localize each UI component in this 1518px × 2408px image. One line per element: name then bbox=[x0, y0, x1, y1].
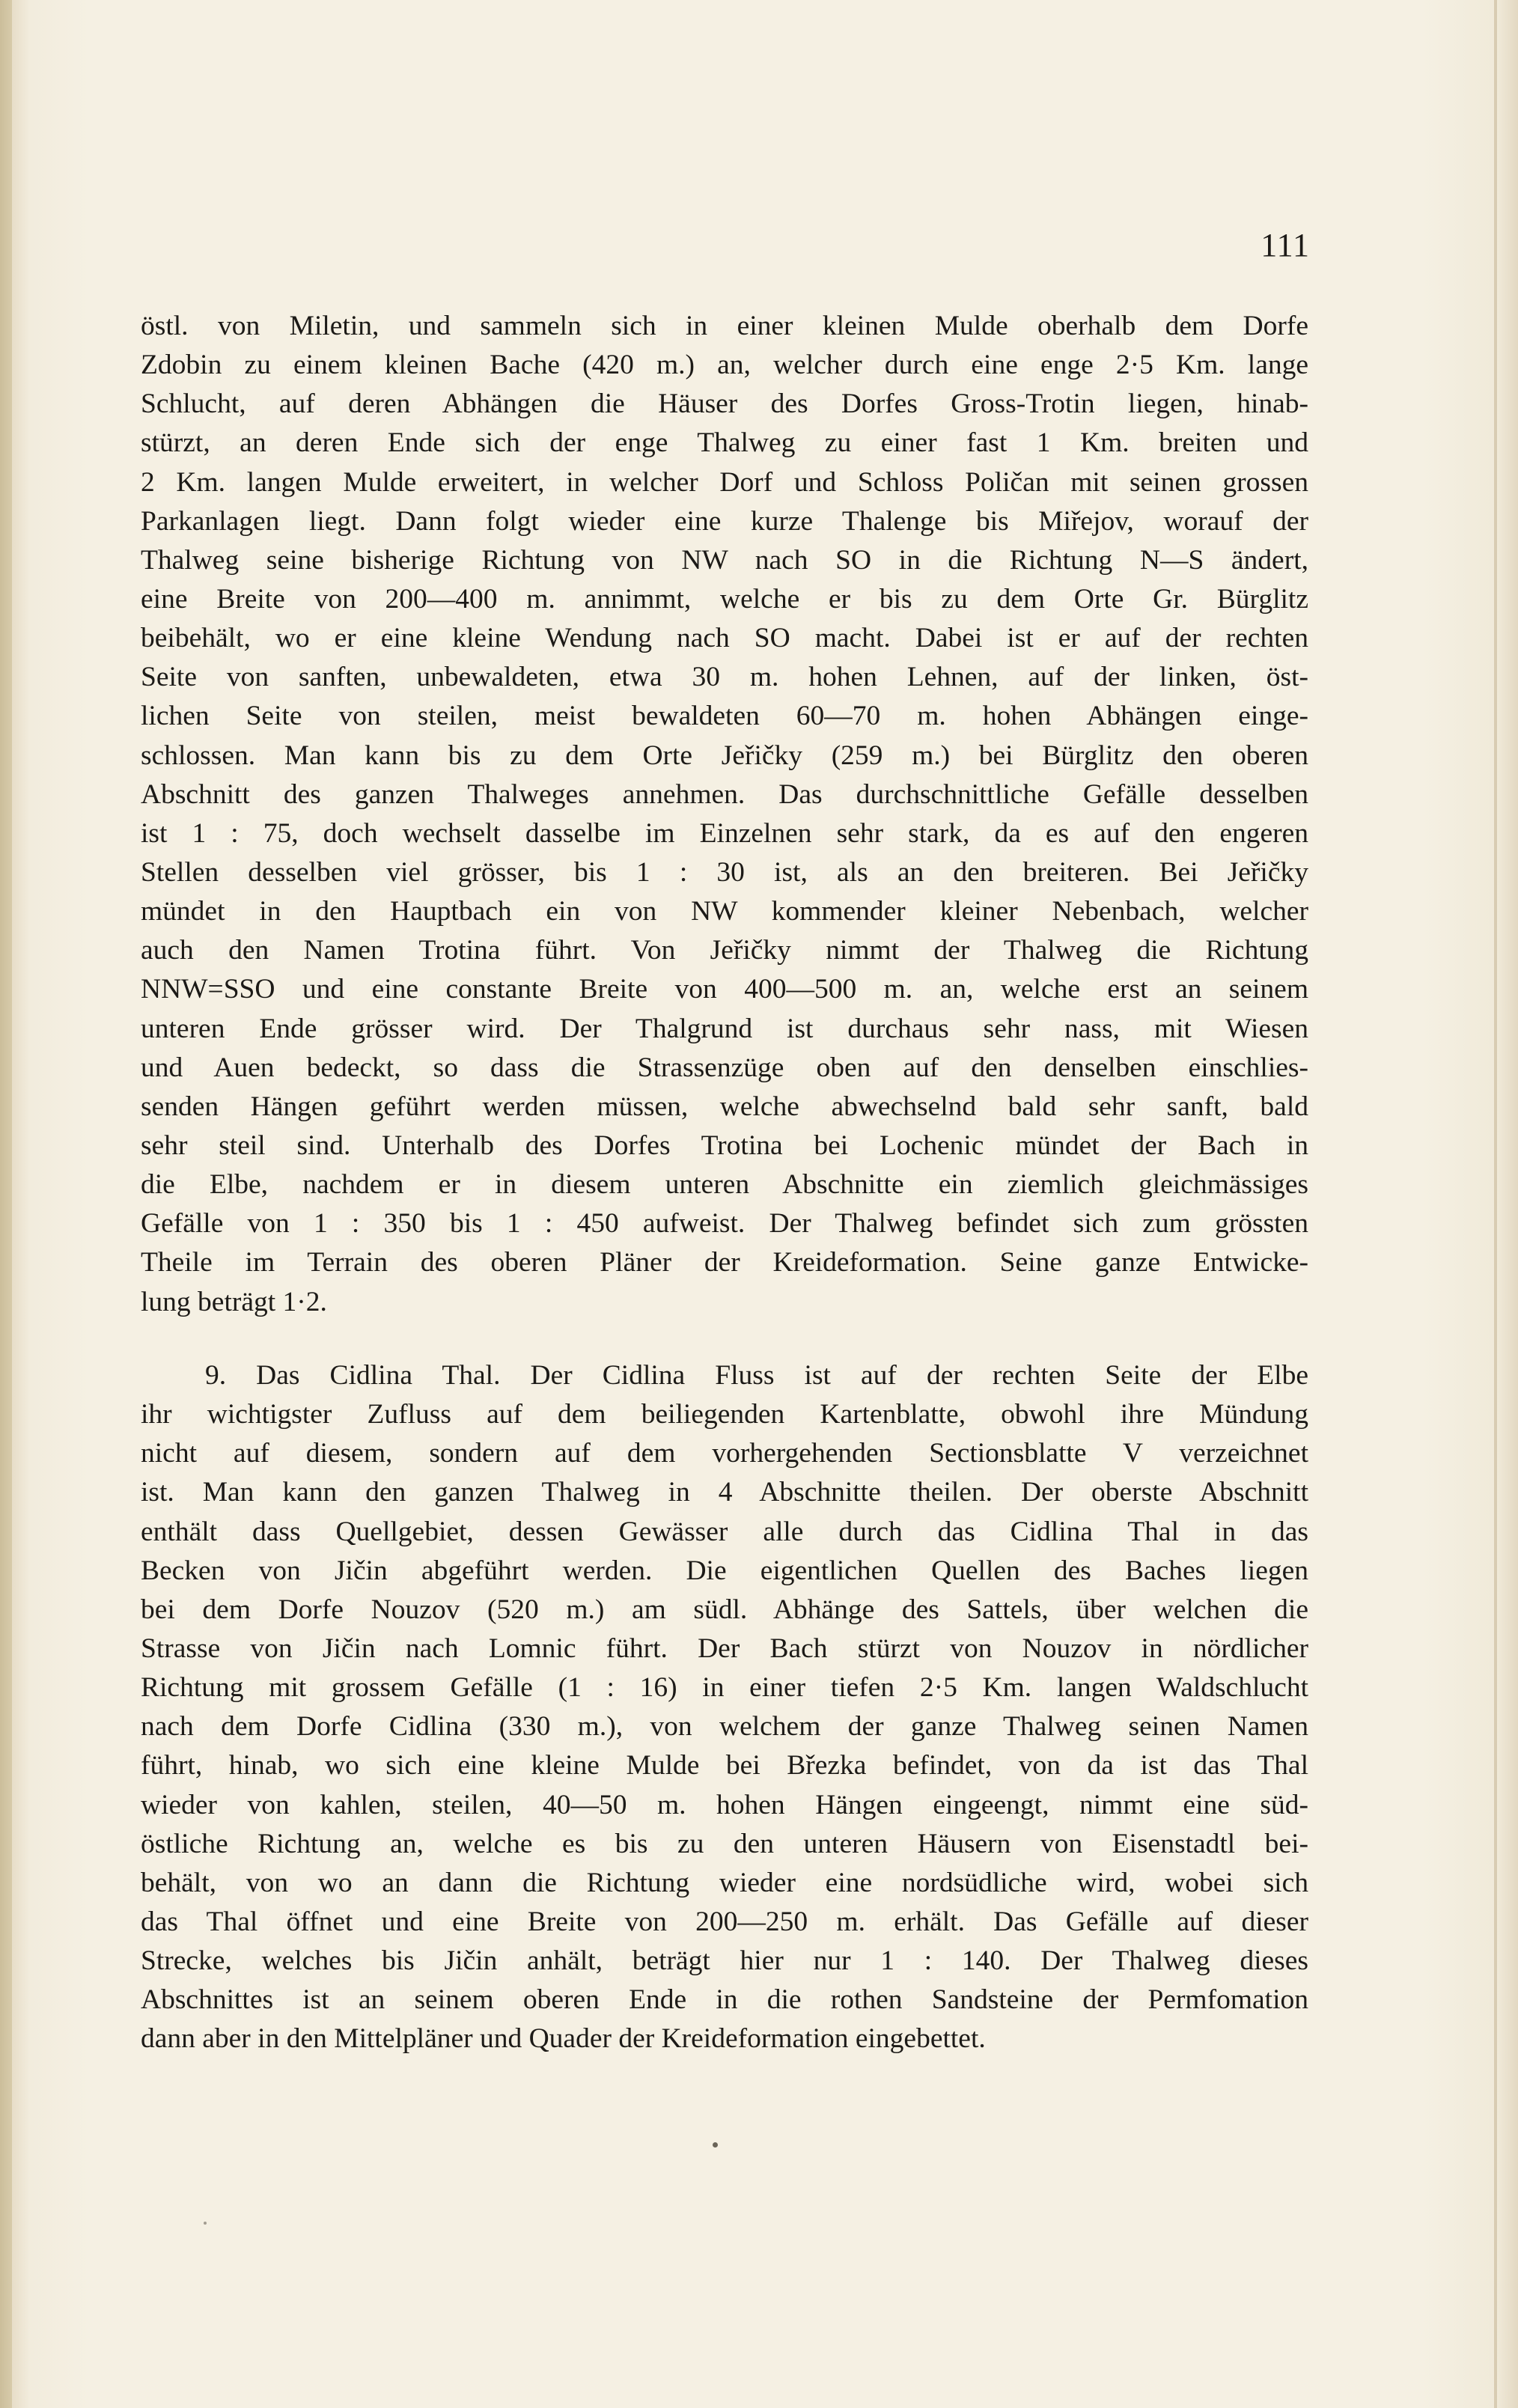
paragraph-trotina bbox=[141, 307, 1308, 1322]
text-line: Stellen desselben viel grösser, bis 1 : 30 ist, als an den breiteren. Bei Jeřičky bbox=[141, 856, 1308, 888]
text-line: nach dem Dorfe Cidlina (330 m.), von welchem der ganze Thalweg seinen Namen bbox=[141, 1711, 1308, 1743]
text-line: schlossen. Man kann bis zu dem Orte Jeřičky (259 m.) bei Bürglitz den oberen bbox=[141, 740, 1308, 771]
text-line: Schlucht, auf deren Abhängen die Häuser des Dorfes Gross-Trotin liegen, hinab- bbox=[141, 388, 1308, 420]
text-line: Gefälle von 1 : 350 bis 1 : 450 aufweist. Der Thalweg befindet sich zum grössten bbox=[141, 1208, 1308, 1240]
ink-speck bbox=[204, 2222, 207, 2225]
text-line: lung beträgt 1·2. bbox=[141, 1286, 327, 1317]
text-line: nicht auf diesem, sondern auf dem vorhergehenden Sectionsblatte V verzeichnet bbox=[141, 1438, 1308, 1469]
text-line: senden Hängen geführt werden müssen, welche abwechselnd bald sehr sanft, bald bbox=[141, 1091, 1308, 1122]
text-line: Seite von sanften, unbewaldeten, etwa 30 m. hohen Lehnen, auf der linken, öst- bbox=[141, 662, 1308, 693]
page-number: 111 bbox=[1261, 227, 1310, 263]
text-line: eine Breite von 200—400 m. annimmt, welche er bis zu dem Orte Gr. Bürglitz bbox=[141, 583, 1308, 615]
text-line: Parkanlagen liegt. Dann folgt wieder eine kurze Thalenge bis Miřejov, worauf der bbox=[141, 505, 1308, 537]
text-line: Theile im Terrain des oberen Pläner der Kreideformation. Seine ganze Entwicke- bbox=[141, 1247, 1308, 1278]
text-line: auch den Namen Trotina führt. Von Jeřičky nimmt der Thalweg die Richtung bbox=[141, 935, 1308, 966]
text-line: bei dem Dorfe Nouzov (520 m.) am südl. Abhänge des Sattels, über welchen die bbox=[141, 1594, 1308, 1625]
text-line: Strecke, welches bis Jičin anhält, beträgt hier nur 1 : 140. Der Thalweg dieses bbox=[141, 1945, 1308, 1977]
text-line: und Auen bedeckt, so dass die Strassenzüge oben auf den denselben einschlies- bbox=[141, 1052, 1308, 1083]
text-line: Abschnitt des ganzen Thalweges annehmen. Das durchschnittliche Gefälle desselben bbox=[141, 778, 1308, 810]
text-line: Becken von Jičin abgeführt werden. Die eigentlichen Quellen des Baches liegen bbox=[141, 1555, 1308, 1586]
text-line: lichen Seite von steilen, meist bewaldeten 60—70 m. hohen Abhängen einge- bbox=[141, 701, 1308, 732]
text-line: Strasse von Jičin nach Lomnic führt. Der Bach stürzt von Nouzov in nördlicher bbox=[141, 1633, 1308, 1664]
text-line: beibehält, wo er eine kleine Wendung nach SO macht. Dabei ist er auf der rechten bbox=[141, 623, 1308, 654]
text-line: dann aber in den Mittelpläner und Quader der Kreideformation eingebettet. bbox=[141, 2023, 986, 2055]
text-line: führt, hinab, wo sich eine kleine Mulde bei Březka befindet, von da ist das Thal bbox=[141, 1750, 1308, 1781]
text-line: NNW=SSO und eine constante Breite von 400—500 m. an, welche erst an seinem bbox=[141, 974, 1308, 1005]
ink-speck bbox=[713, 2142, 718, 2148]
text-line: das Thal öffnet und eine Breite von 200—250 m. erhält. Das Gefälle auf dieser bbox=[141, 1906, 1308, 1937]
text-line: behält, von wo an dann die Richtung wieder eine nordsüdliche wird, wobei sich bbox=[141, 1867, 1308, 1898]
section-heading-line: 9. Das Cidlina Thal. Der Cidlina Fluss ist auf der rechten Seite der Elbe bbox=[205, 1360, 1308, 1391]
text-line: mündet in den Hauptbach ein von NW kommender kleiner Nebenbach, welcher bbox=[141, 896, 1308, 927]
text-line: ist 1 : 75, doch wechselt dasselbe im Einzelnen sehr stark, da es auf den engeren bbox=[141, 817, 1308, 849]
binding-edge bbox=[0, 0, 12, 2408]
text-line: ihr wichtigster Zufluss auf dem beiliegenden Kartenblatte, obwohl ihre Mündung bbox=[141, 1399, 1308, 1430]
text-line: stürzt, an deren Ende sich der enge Thalweg zu einer fast 1 Km. breiten und bbox=[141, 427, 1308, 459]
text-line: die Elbe, nachdem er in diesem unteren Abschnitte ein ziemlich gleichmässiges bbox=[141, 1169, 1308, 1201]
text-line: enthält dass Quellgebiet, dessen Gewässer alle durch das Cidlina Thal in das bbox=[141, 1516, 1308, 1547]
text-line: Richtung mit grossem Gefälle (1 : 16) in einer tiefen 2·5 Km. langen Waldschlucht bbox=[141, 1672, 1308, 1704]
text-line: sehr steil sind. Unterhalb des Dorfes Trotina bei Lochenic mündet der Bach in bbox=[141, 1130, 1308, 1161]
text-line: Zdobin zu einem kleinen Bache (420 m.) an, welcher durch eine enge 2·5 Km. lange bbox=[141, 350, 1308, 381]
text-line: östliche Richtung an, welche es bis zu den unteren Häusern von Eisenstadtl bei- bbox=[141, 1828, 1308, 1859]
text-line: östl. von Miletin, und sammeln sich in einer kleinen Mulde oberhalb dem Dorfe bbox=[141, 311, 1308, 341]
text-line: ist. Man kann den ganzen Thalweg in 4 Abschnitte theilen. Der oberste Abschnitt bbox=[141, 1477, 1308, 1508]
text-line: unteren Ende grösser wird. Der Thalgrund ist durchaus sehr nass, mit Wiesen bbox=[141, 1013, 1308, 1044]
text-line: Thalweg seine bisherige Richtung von NW nach SO in die Richtung N—S ändert, bbox=[141, 544, 1308, 576]
text-line: wieder von kahlen, steilen, 40—50 m. hohen Hängen eingeengt, nimmt eine süd- bbox=[141, 1789, 1308, 1820]
paragraph-cidlina bbox=[141, 1356, 1308, 2059]
text-line: Abschnittes ist an seinem oberen Ende in die rothen Sandsteine der Permfomation bbox=[141, 1984, 1308, 2016]
page-edge bbox=[1494, 0, 1497, 2408]
text-line: 2 Km. langen Mulde erweitert, in welcher Dorf und Schloss Poličan mit seinen grossen bbox=[141, 466, 1308, 498]
